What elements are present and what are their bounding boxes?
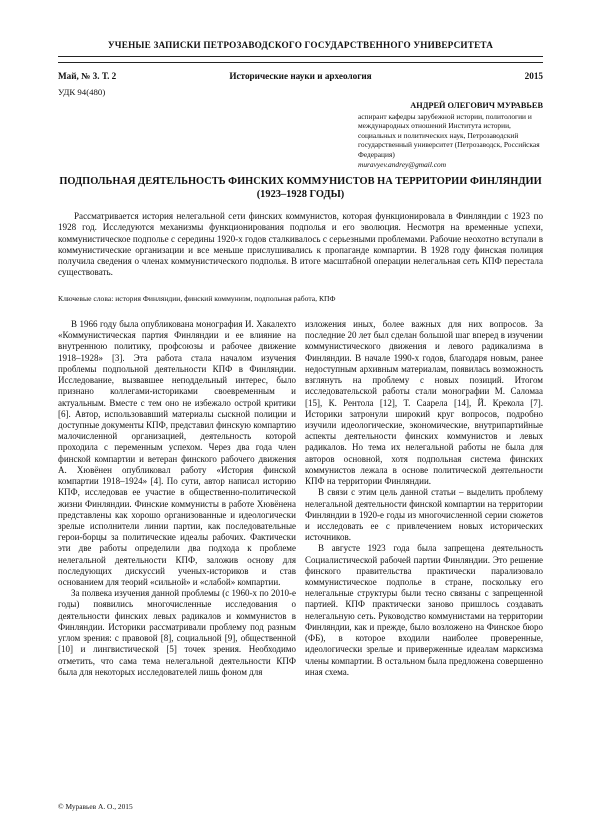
body-paragraph: изложения иных, более важных для них вопросов. За последние 20 лет был сделан большой шаг вперед в изучении коммунистического движения и левого радикализма в Финляндии. В начале 1990-х годов, благодаря новым, ранее недоступным архивным материалам, появилась возможность взглянуть на проблему с новых позиций. Итогом исследовательской работы стали монографии М. Саломаа [15], К. Рентола [12], Т. Саарела [14], Й. Крекола [7]. Историки затронули широкий круг вопросов, подробно изучили идеологические, экономические, внутрипартийные аспекты деятельности финских коммунистов и левых радикалов. Но тема их нелегальной работы не была для авторов основной, хотя подпольная система финских коммунистов лежала в основе политической деятельности КПФ на территории Финляндии. [305,319,543,487]
issue-info: Май, № 3. Т. 2 [58,71,117,81]
header-rule-top [58,56,543,57]
body-paragraph: В августе 1923 года была запрещена деятельность Социалистической рабочей партии Финляндии. Это решение финского правительства практически парализовало коммунистическое подполье в стране, поскольку его нелегальные структуры были тесно связаны с запрещенной партией. КПФ практически заново пришлось создавать нелегальную сеть. Руководство коммунистами на территории Финляндии, как и прежде, было возложено на Финское бюро (ФБ), в которое входили наиболее проверенные, идеологически зрелые и приверженные идеалам марксизма члены компартии. В остальном была предложена совершенно иная схема. [305,543,543,677]
author-block [358,101,543,169]
body-paragraph: За полвека изучения данной проблемы (с 1960-х по 2010-е годы) появились многочисленные исследования о деятельности финских левых радикалов и коммунистов в Финляндии. Историки рассматривали проблему под разным углом зрения: с правовой [8], социальной [9], общественной [10] и лингвистической [5] точек зрения. Необходимо отметить, что сама тема нелегальной деятельности КПФ была для некоторых исследователей лишь фоном для [58,588,296,677]
body-paragraph: В 1966 году была опубликована монография И. Хакалехто «Коммунистическая партия Финляндии и ее влияние на внутреннюю политику, профсоюзы и рабочее движение 1918–1928» [3]. Эта работа стала началом изучения проблемы подпольной деятельности КПФ в Финляндии. Исследование, вызвавшее неподдельный интерес, было признано коллегами-историками своевременным и актуальным. Вместе с тем оно не избежало острой критики [6]. Автор, использовавший материалы сыскной полиции и доступные документы КПФ, представил финскую компартию малочисленной организацией, деятельность которой проходила с переменным успехом. Через два года член финской компартии и ветеран финского рабочего движения А. Хювёнен опубликовал работу «История финской компартии 1918–1924» [4]. По сути, автор написал историю КПФ, исследовав ее участие в общественно-политической жизни Финляндии. Финские коммунисты в работе Хювёнена представлены как хорошо организованные и идеологически зрелые исполнители линии партии, как последовательные герои-борцы за политические идеалы рабочих. Фактически эти две работы определили два подхода к проблеме нелегальной деятельности КПФ, заложив основу для последующих дискуссий ученых-историков и став основанием для теорий «сильной» и «слабой» компартии. [58,319,296,588]
author-email: muravyev.andrey@gmail.com [358,159,447,169]
article-title: ПОДПОЛЬНАЯ ДЕЯТЕЛЬНОСТЬ ФИНСКИХ КОММУНИСТОВ НА ТЕРРИТОРИИ ФИНЛЯНДИИ (1923–1928 ГОДЫ) [59,176,542,200]
author-name: АНДРЕЙ ОЛЕГОВИЧ МУРАВЬЕВ [410,101,543,110]
author-affiliation: аспирант кафедры зарубежной истории, политологии и международных отношений Института истории, социальных и политических наук, Петрозаводский государственный университет (Петрозаводск, Российская Федерация) [358,111,540,159]
issue-year: 2015 [524,71,543,81]
issue-section: Исторические науки и археология [229,71,372,81]
udk-code: УДК 94(480) [58,87,106,97]
body-column-left [58,319,296,678]
article-abstract: Рассматривается история нелегальной сети финских коммунистов, которая функционировала в Финляндии с 1923 по 1928 год. Исследуются механизмы функционирования подполья и его эволюция. Несмотря на временные успехи, коммунистическое подполье с середины 1920-х годов сталкивалось с серьезными проблемами. Рабочие неохотно вступали в коммунистические организации и все меньше прислушивались к пропаганде компартии. В 1928 году финская полиция получила сведения о членах коммунистического подполья. В итоге масштабной операции нелегальная сеть КПФ перестала существовать. [58,211,543,278]
paper-page [58,0,543,820]
copyright-note: © Муравьев А. О., 2015 [58,802,133,811]
body-column-right [305,319,543,678]
header-rule-bottom [58,62,543,63]
journal-name: УЧЕНЫЕ ЗАПИСКИ ПЕТРОЗАВОДСКОГО ГОСУДАРСТВЕННОГО УНИВЕРСИТЕТА [107,40,494,50]
article-keywords: Ключевые слова: история Финляндии, финский коммунизм, подпольная работа, КПФ [58,294,336,303]
body-paragraph: В связи с этим цель данной статьи – выделить проблему нелегальной деятельности финской компартии на территории Финляндии в 1920-е годы из многочисленной серии сюжетов и исследовать ее с привлечением новых исторических источников. [305,487,543,543]
